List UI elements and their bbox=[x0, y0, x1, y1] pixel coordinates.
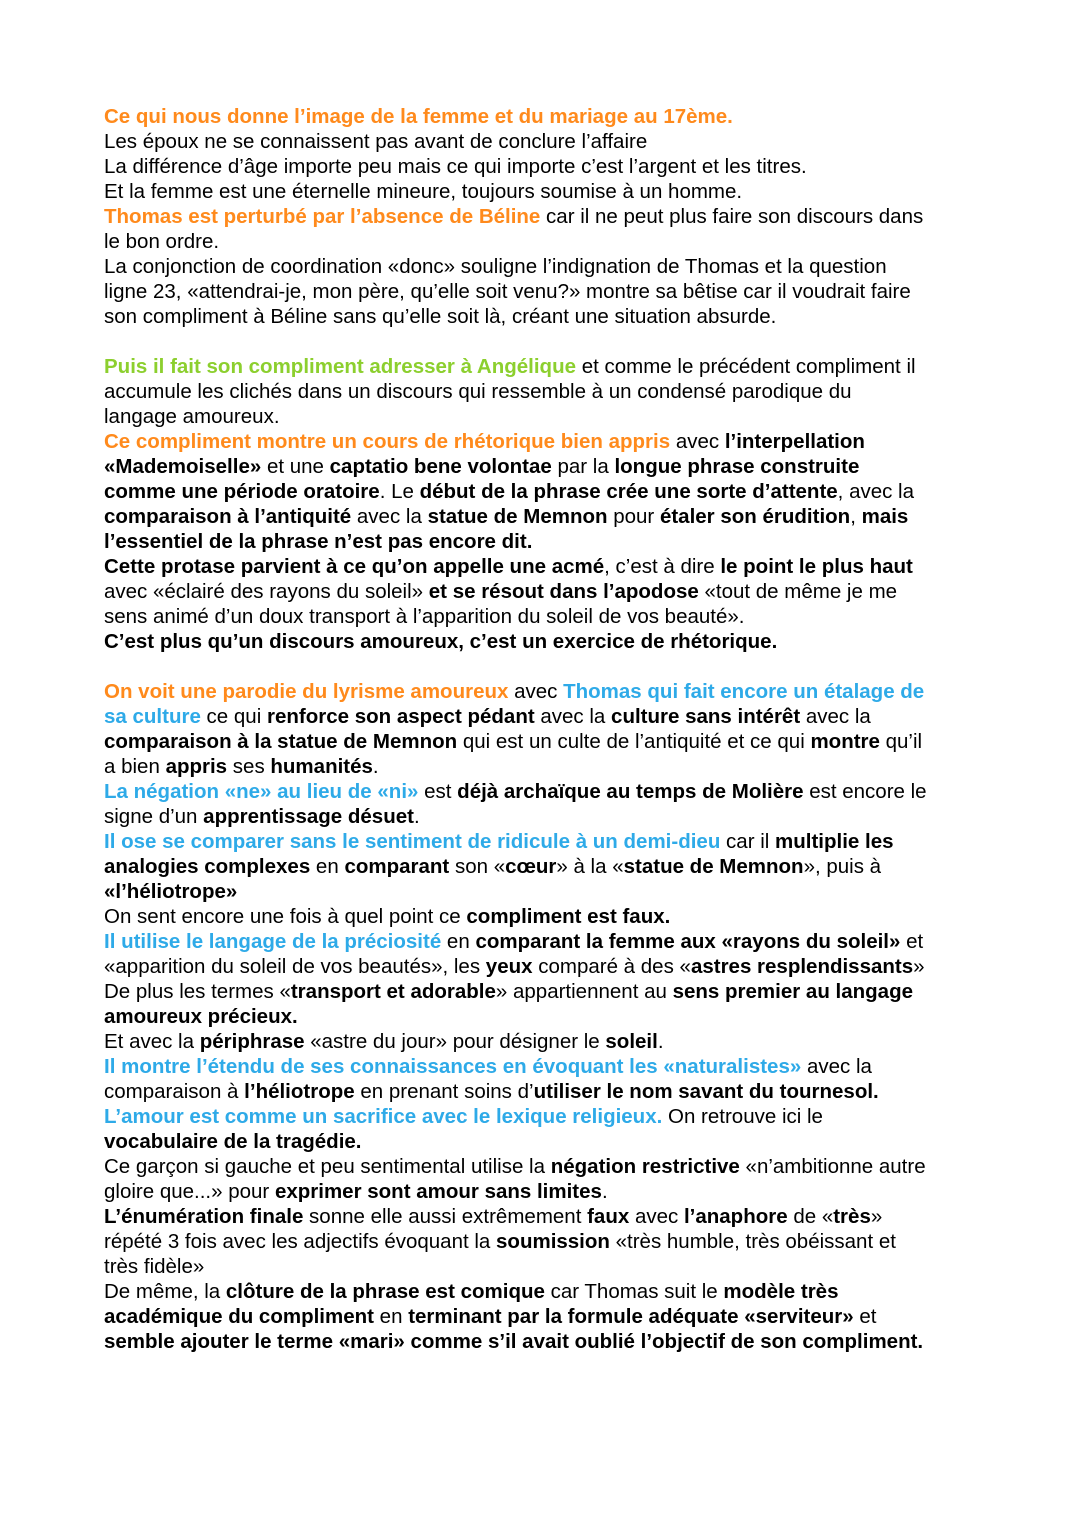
text-line bbox=[104, 1104, 1000, 1129]
text-run: avec la bbox=[351, 505, 428, 528]
blue-highlight: Il utilise le langage de la préciosité bbox=[104, 930, 442, 953]
text-run: car il ne peut plus faire son discours dans bbox=[540, 205, 924, 228]
text-run: est encore le bbox=[803, 780, 927, 803]
text-line bbox=[104, 254, 1000, 279]
bold-highlight: comparant la femme aux «rayons du soleil» bbox=[475, 930, 901, 953]
paragraph-gap bbox=[104, 329, 1000, 354]
text-run: avec la bbox=[534, 705, 612, 728]
text-line bbox=[104, 904, 1000, 929]
section-2 bbox=[104, 354, 1000, 654]
text-run: langage amoureux. bbox=[104, 405, 280, 428]
bold-highlight: l’héliotrope bbox=[244, 1080, 355, 1103]
bold-highlight: longue phrase construite bbox=[614, 455, 860, 478]
blue-highlight: sa culture bbox=[104, 705, 201, 728]
text-line bbox=[104, 479, 1000, 504]
text-run: et bbox=[853, 1305, 877, 1328]
text-run: avec bbox=[629, 1205, 684, 1228]
bold-highlight: compliment est faux. bbox=[466, 905, 671, 928]
bold-highlight: «l’héliotrope» bbox=[104, 880, 238, 903]
bold-highlight: «Mademoiselle» bbox=[104, 455, 262, 478]
bold-highlight: sens premier au langage bbox=[672, 980, 913, 1003]
text-run: , c’est à dire bbox=[604, 555, 721, 578]
text-line bbox=[104, 729, 1000, 754]
text-line bbox=[104, 504, 1000, 529]
text-run: Et la femme est une éternelle mineure, toujours soumise à un homme. bbox=[104, 180, 743, 203]
bold-highlight: Cette protase parvient à ce qu’on appelle une acmé bbox=[104, 555, 605, 578]
text-run: en bbox=[310, 855, 345, 878]
bold-highlight: très bbox=[833, 1205, 871, 1228]
text-run: pour bbox=[607, 505, 660, 528]
text-run: qui est un culte de l’antiquité et ce qui bbox=[457, 730, 811, 753]
text-line bbox=[104, 1204, 1000, 1229]
text-line bbox=[104, 1304, 1000, 1329]
text-run: avec bbox=[670, 430, 725, 453]
text-line bbox=[104, 629, 1000, 654]
bold-highlight: analogies complexes bbox=[104, 855, 311, 878]
bold-highlight: cœur bbox=[505, 855, 557, 878]
text-line bbox=[104, 304, 1000, 329]
bold-highlight: l’interpellation bbox=[724, 430, 865, 453]
text-line bbox=[104, 1179, 1000, 1204]
text-line bbox=[104, 1329, 1000, 1354]
bold-highlight: terminant par la formule adéquate «serviteur» bbox=[408, 1305, 854, 1328]
text-run: » bbox=[870, 1205, 883, 1228]
text-run: accumule les clichés dans un discours qui ressemble à un condensé parodique du bbox=[104, 380, 852, 403]
text-line bbox=[104, 1279, 1000, 1304]
bold-highlight: faux bbox=[587, 1205, 630, 1228]
bold-highlight: exprimer sont amour sans limites bbox=[274, 1180, 602, 1203]
bold-highlight: L’énumération finale bbox=[104, 1205, 304, 1228]
text-line bbox=[104, 354, 1000, 379]
text-line bbox=[104, 404, 1000, 429]
bold-highlight: soleil bbox=[605, 1030, 658, 1053]
bold-highlight: le point le plus haut bbox=[720, 555, 913, 578]
text-line bbox=[104, 554, 1000, 579]
blue-highlight: La négation «ne» au lieu de «ni» bbox=[104, 780, 419, 803]
bold-highlight: académique du compliment bbox=[104, 1305, 374, 1328]
text-run: On sent encore une fois à quel point ce bbox=[104, 905, 467, 928]
text-line bbox=[104, 929, 1000, 954]
text-run: Les époux ne se connaissent pas avant de conclure l’affaire bbox=[104, 130, 648, 153]
bold-highlight: statue de Memnon bbox=[427, 505, 608, 528]
text-line bbox=[104, 604, 1000, 629]
text-line bbox=[104, 104, 1000, 129]
text-run: signe d’un bbox=[104, 805, 204, 828]
text-run: car Thomas suit le bbox=[544, 1280, 724, 1303]
bold-highlight: C’est plus qu’un discours amoureux, c’est un exercice de rhétorique. bbox=[104, 630, 778, 653]
text-run: . Le bbox=[379, 480, 420, 503]
bold-highlight: et se résout dans l’apodose bbox=[428, 580, 699, 603]
bold-highlight: l’anaphore bbox=[683, 1205, 788, 1228]
text-run: . bbox=[657, 1030, 664, 1053]
bold-highlight: périphrase bbox=[199, 1030, 305, 1053]
text-run: De plus les termes « bbox=[104, 980, 291, 1003]
bold-highlight: vocabulaire de la tragédie. bbox=[104, 1130, 362, 1153]
text-line bbox=[104, 1229, 1000, 1254]
text-run: «n’ambitionne autre bbox=[739, 1155, 926, 1178]
text-run: en prenant soins d’ bbox=[354, 1080, 534, 1103]
text-run: . bbox=[601, 1180, 608, 1203]
blue-highlight: Il ose se comparer sans le sentiment de ridicule à un demi-dieu bbox=[104, 830, 721, 853]
bold-highlight: montre bbox=[810, 730, 880, 753]
text-line bbox=[104, 954, 1000, 979]
blue-highlight: Thomas qui fait encore un étalage de bbox=[563, 680, 925, 703]
text-run: a bien bbox=[104, 755, 166, 778]
text-line bbox=[104, 1254, 1000, 1279]
text-run: car il bbox=[720, 830, 776, 853]
text-line bbox=[104, 779, 1000, 804]
bold-highlight: culture sans intérêt bbox=[611, 705, 801, 728]
text-line bbox=[104, 829, 1000, 854]
text-run: La conjonction de coordination «donc» souligne l’indignation de Thomas et la question bbox=[104, 255, 887, 278]
text-line bbox=[104, 579, 1000, 604]
text-run: , avec la bbox=[837, 480, 915, 503]
text-run: par la bbox=[551, 455, 615, 478]
text-line bbox=[104, 129, 1000, 154]
orange-highlight: Ce compliment montre un cours de rhétorique bien appris bbox=[104, 430, 671, 453]
text-line bbox=[104, 1004, 1000, 1029]
orange-highlight: Ce qui nous donne l’image de la femme et du mariage au 17ème. bbox=[104, 105, 733, 128]
blue-highlight: L’amour est comme un sacrifice avec le lexique religieux. bbox=[104, 1105, 663, 1128]
bold-highlight: comparant bbox=[344, 855, 450, 878]
text-run: est bbox=[418, 780, 458, 803]
text-line bbox=[104, 679, 1000, 704]
bold-highlight: l’essentiel de la phrase n’est pas encore dit. bbox=[104, 530, 533, 553]
bold-highlight: astres resplendissants bbox=[690, 955, 914, 978]
text-run: «astre du jour» pour désigner le bbox=[304, 1030, 606, 1053]
text-run: ce qui bbox=[200, 705, 267, 728]
text-run: comparaison à bbox=[104, 1080, 245, 1103]
bold-highlight: étaler son érudition bbox=[659, 505, 851, 528]
text-run: De même, la bbox=[104, 1280, 226, 1303]
section-3 bbox=[104, 679, 1000, 1354]
text-run: en bbox=[441, 930, 476, 953]
text-line bbox=[104, 204, 1000, 229]
bold-highlight: mais bbox=[861, 505, 909, 528]
text-run: très fidèle» bbox=[104, 1255, 205, 1278]
text-line bbox=[104, 154, 1000, 179]
bold-highlight: humanités bbox=[270, 755, 373, 778]
text-line bbox=[104, 1029, 1000, 1054]
text-run: avec «éclairé des rayons du soleil» bbox=[104, 580, 429, 603]
bold-highlight: multiplie les bbox=[775, 830, 894, 853]
text-line bbox=[104, 454, 1000, 479]
bold-highlight: début de la phrase crée une sorte d’attente bbox=[419, 480, 838, 503]
bold-highlight: comme une période oratoire bbox=[104, 480, 380, 503]
text-run: de « bbox=[787, 1205, 834, 1228]
text-run: avec la bbox=[800, 705, 871, 728]
text-run: avec la bbox=[801, 1055, 872, 1078]
text-line bbox=[104, 379, 1000, 404]
text-run: «tout de même je me bbox=[698, 580, 898, 603]
text-line bbox=[104, 854, 1000, 879]
bold-highlight: apprentissage désuet bbox=[203, 805, 414, 828]
text-run: en bbox=[373, 1305, 409, 1328]
text-run: gloire que...» pour bbox=[104, 1180, 275, 1203]
text-run: , bbox=[850, 505, 862, 528]
text-run: La différence d’âge importe peu mais ce qui importe c’est l’argent et les titres. bbox=[104, 155, 807, 178]
text-run: son compliment à Béline sans qu’elle soit là, créant une situation absurde. bbox=[104, 305, 777, 328]
text-run: qu’il bbox=[879, 730, 923, 753]
text-run: sonne elle aussi extrêmement bbox=[303, 1205, 588, 1228]
document-body bbox=[104, 104, 1000, 1354]
orange-highlight: On voit une parodie du lyrisme amoureux bbox=[104, 680, 509, 703]
text-run: sens animé d’un doux transport à l’apparition du soleil de vos beauté». bbox=[104, 605, 745, 628]
text-run: . bbox=[413, 805, 420, 828]
text-line bbox=[104, 429, 1000, 454]
text-run: «très humble, très obéissant et bbox=[609, 1230, 896, 1253]
bold-highlight: déjà archaïque au temps de Molière bbox=[457, 780, 804, 803]
bold-highlight: statue de Memnon bbox=[623, 855, 804, 878]
text-run: ses bbox=[227, 755, 271, 778]
text-run: «apparition du soleil de vos beautés», les bbox=[104, 955, 486, 978]
orange-highlight: Thomas est perturbé par l’absence de Béline bbox=[104, 205, 541, 228]
text-line bbox=[104, 879, 1000, 904]
text-run: » appartiennent au bbox=[495, 980, 673, 1003]
text-run: et bbox=[900, 930, 924, 953]
bold-highlight: négation restrictive bbox=[550, 1155, 740, 1178]
paragraph-gap bbox=[104, 654, 1000, 679]
text-run: On retrouve ici le bbox=[662, 1105, 823, 1128]
text-run: ligne 23, «attendrai-je, mon père, qu’elle soit venu?» montre sa bêtise car il voudrait faire bbox=[104, 280, 911, 303]
text-line bbox=[104, 1154, 1000, 1179]
text-run: son « bbox=[449, 855, 506, 878]
section-1 bbox=[104, 104, 1000, 329]
bold-highlight: appris bbox=[165, 755, 228, 778]
bold-highlight: comparaison à l’antiquité bbox=[104, 505, 352, 528]
text-line bbox=[104, 704, 1000, 729]
text-line bbox=[104, 1129, 1000, 1154]
text-run: et une bbox=[261, 455, 330, 478]
text-run: » bbox=[913, 955, 925, 978]
bold-highlight: modèle très bbox=[723, 1280, 839, 1303]
bold-highlight: renforce son aspect pédant bbox=[266, 705, 535, 728]
text-run: comparé à des « bbox=[532, 955, 691, 978]
bold-highlight: comparaison à la statue de Memnon bbox=[104, 730, 458, 753]
text-line bbox=[104, 979, 1000, 1004]
text-run: Ce garçon si gauche et peu sentimental utilise la bbox=[104, 1155, 551, 1178]
text-line bbox=[104, 754, 1000, 779]
text-run: Et avec la bbox=[104, 1030, 200, 1053]
text-run: répété 3 fois avec les adjectifs évoquant la bbox=[104, 1230, 497, 1253]
text-run: » à la « bbox=[556, 855, 624, 878]
text-run: », puis à bbox=[803, 855, 882, 878]
text-line bbox=[104, 1079, 1000, 1104]
blue-highlight: Il montre l’étendu de ses connaissances en évoquant les «naturalistes» bbox=[104, 1055, 802, 1078]
bold-highlight: amoureux précieux. bbox=[104, 1005, 298, 1028]
text-run: . bbox=[372, 755, 379, 778]
text-line bbox=[104, 279, 1000, 304]
bold-highlight: captatio bene volontae bbox=[329, 455, 552, 478]
bold-highlight: transport et adorable bbox=[290, 980, 496, 1003]
text-run: et comme le précédent compliment il bbox=[576, 355, 916, 378]
text-line bbox=[104, 1054, 1000, 1079]
bold-highlight: soumission bbox=[496, 1230, 610, 1253]
text-line bbox=[104, 804, 1000, 829]
text-run: le bon ordre. bbox=[104, 230, 220, 253]
text-line bbox=[104, 179, 1000, 204]
bold-highlight: yeux bbox=[485, 955, 533, 978]
text-line bbox=[104, 529, 1000, 554]
text-run: avec bbox=[508, 680, 564, 703]
bold-highlight: clôture de la phrase est comique bbox=[225, 1280, 545, 1303]
bold-highlight: semble ajouter le terme «mari» comme s’il avait oublié l’objectif de son compliment. bbox=[104, 1330, 924, 1353]
green-highlight: Puis il fait son compliment adresser à Angélique bbox=[104, 355, 577, 378]
bold-highlight: utiliser le nom savant du tournesol. bbox=[533, 1080, 879, 1103]
text-line bbox=[104, 229, 1000, 254]
